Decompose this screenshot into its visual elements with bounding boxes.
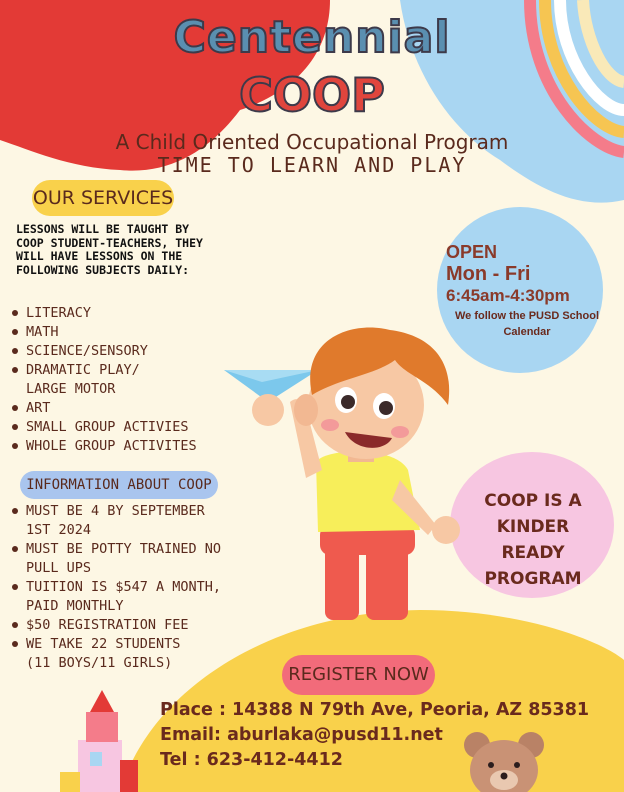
register-now-button[interactable]: REGISTER NOW (282, 655, 435, 695)
hours-days: Mon - Fri (446, 263, 531, 285)
list-item: MUST BE POTTY TRAINED NO PULL UPS (12, 540, 226, 578)
info-list (12, 502, 242, 673)
title-centennial: Centennial (173, 12, 451, 63)
list-item: SCIENCE/SENSORY (12, 342, 232, 361)
list-item: LITERACY (12, 304, 232, 323)
list-item: WHOLE GROUP ACTIVITES (12, 437, 232, 456)
hours-time: 6:45am-4:30pm (446, 286, 570, 305)
toy-blocks-icon (60, 690, 138, 792)
services-heading: OUR SERVICES (32, 180, 174, 216)
hours-note: We follow the PUSD School Calendar (454, 310, 600, 338)
list-item: DRAMATIC PLAY/ LARGE MOTOR (12, 361, 166, 399)
email-line[interactable]: Email: aburlaka@pusd11.net (160, 725, 443, 745)
list-item: $50 REGISTRATION FEE (12, 616, 242, 635)
title-coop: COOP (239, 68, 385, 122)
subtitle: A Child Oriented Occupational Program (115, 130, 509, 154)
phone-line[interactable]: Tel : 623-412-4412 (160, 750, 343, 770)
teddy-bear-icon (464, 732, 544, 792)
list-item: MUST BE 4 BY SEPTEMBER 1ST 2024 (12, 502, 231, 540)
address-line: Place : 14388 N 79th Ave, Peoria, AZ 85381 (160, 700, 590, 720)
info-heading: INFORMATION ABOUT COOP (20, 471, 218, 499)
hours-open-label: OPEN (446, 242, 498, 262)
services-intro: LESSONS WILL BE TAUGHT BY COOP STUDENT-TEACHERS, THEY WILL HAVE LESSONS ON THE FOLLOWING SUBJECTS DAILY: (16, 222, 203, 277)
tagline: TIME TO LEARN AND PLAY (157, 153, 467, 177)
services-list (12, 304, 232, 456)
list-item: MATH (12, 323, 232, 342)
list-item: ART (12, 399, 232, 418)
list-item: TUITION IS $547 A MONTH, PAID MONTHLY (12, 578, 246, 616)
list-item: SMALL GROUP ACTIVIES (12, 418, 232, 437)
list-item: WE TAKE 22 STUDENTS (11 BOYS/11 GIRLS) (12, 635, 211, 673)
kinder-ready-badge: COOP IS A KINDER READY PROGRAM (484, 491, 582, 589)
